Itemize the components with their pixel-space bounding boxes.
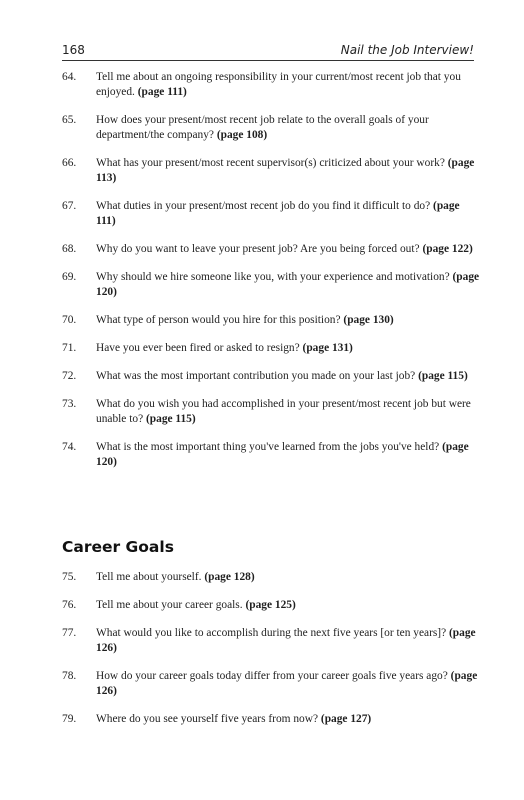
question-text: Why should we hire someone like you, with your experience and motivation?: [96, 271, 450, 283]
question-number: 65.: [62, 114, 77, 126]
page-reference: (page 126): [96, 670, 478, 697]
question-item: [62, 113, 482, 143]
question-text-wrapper: [96, 242, 482, 257]
question-text-wrapper: [96, 341, 482, 356]
page-reference: (page 115): [146, 413, 196, 425]
page-reference: (page 111): [96, 200, 460, 227]
question-list-part2: [62, 570, 482, 740]
question-text: Tell me about an ongoing responsibility in your current/most recent job that you enjoyed.: [96, 71, 461, 98]
question-text-wrapper: [96, 70, 482, 100]
page-reference: (page 113): [96, 157, 475, 184]
question-text: How does your present/most recent job relate to the overall goals of your department/the company?: [96, 114, 429, 141]
question-text: What was the most important contribution you made on your last job?: [96, 370, 416, 382]
question-text: Tell me about yourself.: [96, 571, 202, 583]
page-reference: (page 120): [96, 271, 480, 298]
question-text: What do you wish you had accomplished in your present/most recent job but were unable to?: [96, 398, 471, 425]
question-text-wrapper: [96, 199, 482, 229]
question-item: [62, 369, 482, 384]
question-number: 71.: [62, 342, 77, 354]
question-text-wrapper: [96, 156, 482, 186]
question-item: [62, 199, 482, 229]
question-number: 66.: [62, 157, 77, 169]
question-number: 72.: [62, 370, 77, 382]
question-text-wrapper: [96, 712, 482, 727]
question-number: 77.: [62, 627, 77, 639]
question-text: What is the most important thing you've learned from the jobs you've held?: [96, 441, 440, 453]
question-text-wrapper: [96, 313, 482, 328]
question-text: What duties in your present/most recent job do you find it difficult to do?: [96, 200, 431, 212]
page-reference: (page 122): [422, 243, 473, 255]
question-item: [62, 242, 482, 257]
question-number: 68.: [62, 243, 77, 255]
question-text: Where do you see yourself five years from now?: [96, 713, 319, 725]
page-reference: (page 120): [96, 441, 469, 468]
question-number: 73.: [62, 398, 77, 410]
page-reference: (page 127): [320, 713, 372, 725]
question-number: 64.: [62, 71, 77, 83]
question-number: 75.: [62, 571, 77, 583]
question-text-wrapper: [96, 598, 482, 613]
question-item: [62, 270, 482, 300]
question-item: [62, 70, 482, 100]
question-item: [62, 440, 482, 470]
question-text: Have you ever been fired or asked to resign?: [96, 342, 300, 354]
question-item: [62, 626, 482, 656]
question-item: [62, 598, 482, 613]
page-reference: (page 111): [137, 86, 187, 98]
question-text: How do your career goals today differ from your career goals five years ago?: [96, 670, 448, 682]
question-text-wrapper: [96, 626, 482, 656]
question-text: What would you like to accomplish during the next five years [or ten years]?: [96, 627, 447, 639]
question-number: 76.: [62, 599, 77, 611]
running-header: [62, 40, 474, 61]
book-title: Nail the Job Interview!: [340, 43, 474, 57]
question-item: [62, 570, 482, 585]
question-text-wrapper: [96, 113, 482, 143]
question-text: Why do you want to leave your present job? Are you being forced out?: [96, 243, 420, 255]
question-item: [62, 313, 482, 328]
page-reference: (page 125): [245, 599, 296, 611]
page-reference: (page 131): [302, 342, 353, 354]
page-reference: (page 115): [418, 370, 468, 382]
question-text: What has your present/most recent supervisor(s) criticized about your work?: [96, 157, 445, 169]
question-number: 74.: [62, 441, 77, 453]
question-text-wrapper: [96, 397, 482, 427]
question-text-wrapper: [96, 369, 482, 384]
question-number: 79.: [62, 713, 77, 725]
page-reference: (page 126): [96, 627, 476, 654]
question-item: [62, 669, 482, 699]
question-item: [62, 397, 482, 427]
question-text: Tell me about your career goals.: [96, 599, 243, 611]
question-item: [62, 712, 482, 727]
question-text-wrapper: [96, 270, 482, 300]
section-heading: Career Goals: [62, 538, 174, 556]
page-reference: (page 128): [204, 571, 255, 583]
question-item: [62, 341, 482, 356]
question-text-wrapper: [96, 440, 482, 470]
question-number: 69.: [62, 271, 77, 283]
question-number: 78.: [62, 670, 77, 682]
question-text: What type of person would you hire for this position?: [96, 314, 341, 326]
page-reference: (page 130): [343, 314, 394, 326]
question-text-wrapper: [96, 570, 482, 585]
page-number: 168: [62, 43, 85, 57]
page-reference: (page 108): [216, 129, 268, 141]
question-number: 67.: [62, 200, 77, 212]
question-number: 70.: [62, 314, 77, 326]
question-text-wrapper: [96, 669, 482, 699]
question-list-part1: [62, 70, 482, 483]
question-item: [62, 156, 482, 186]
